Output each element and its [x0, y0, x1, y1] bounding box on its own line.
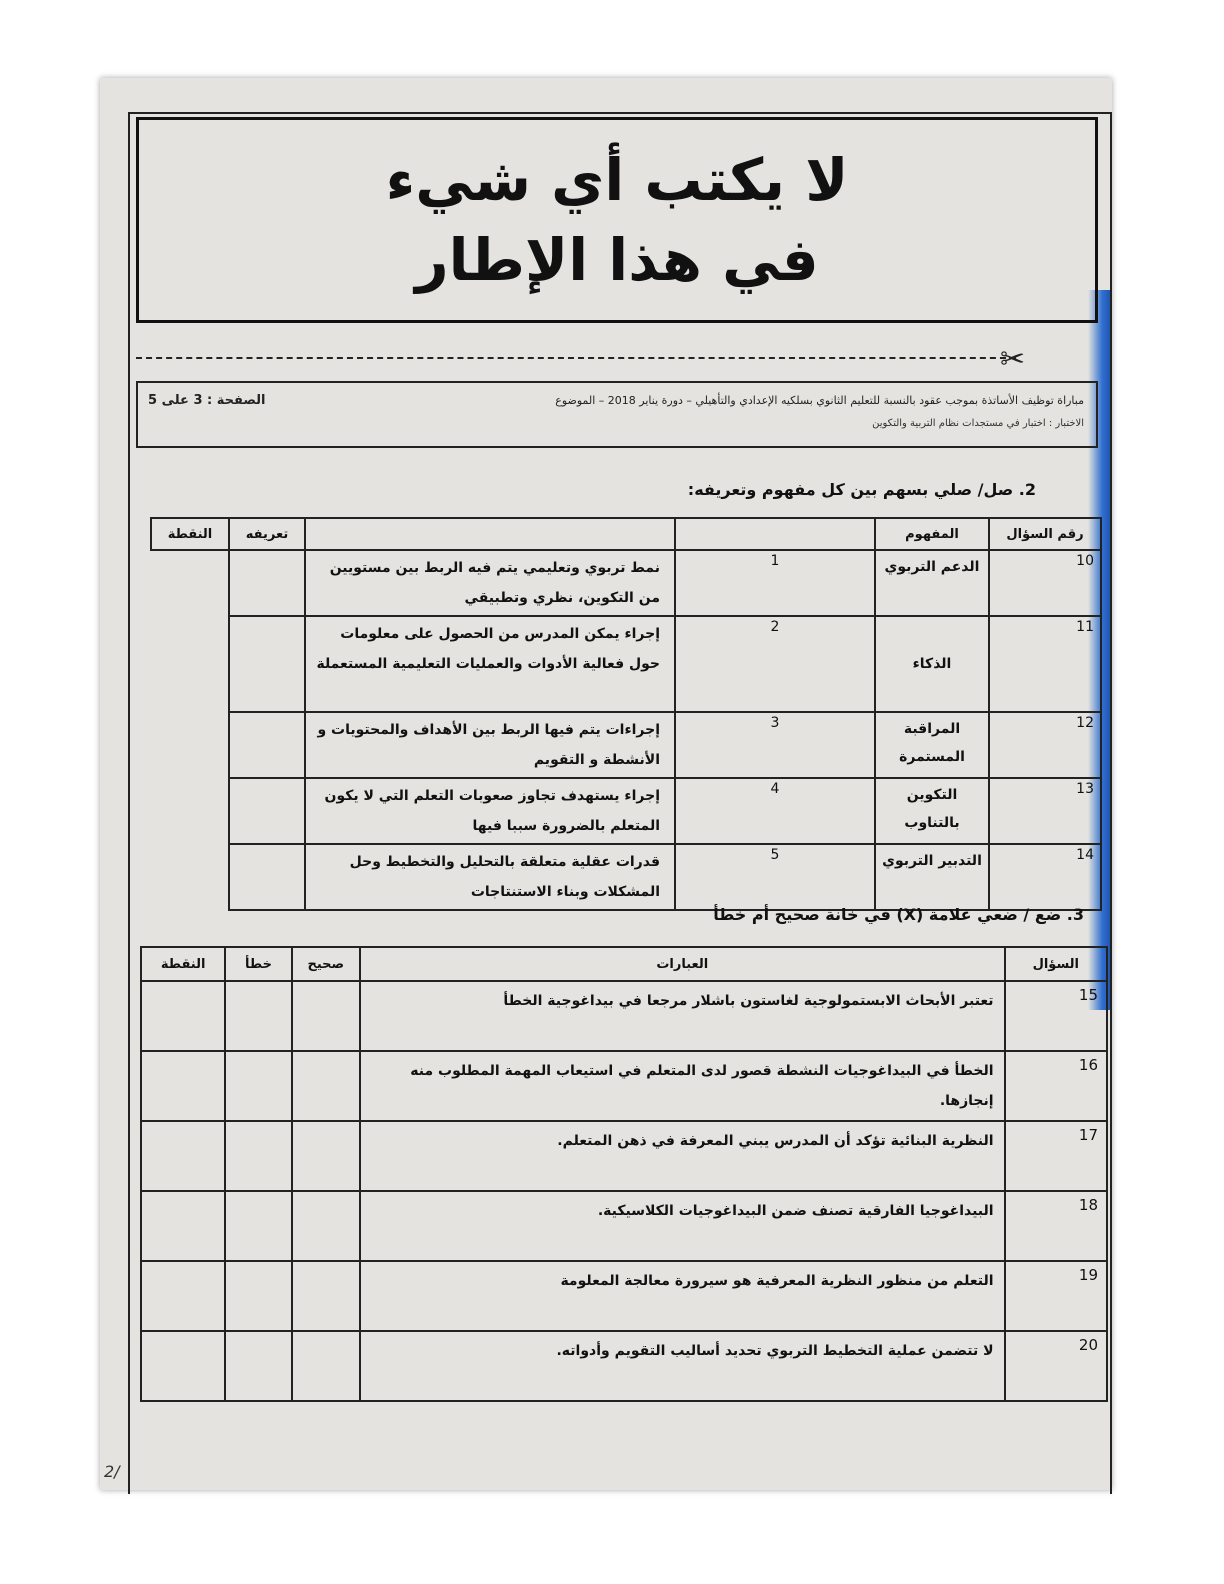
score-cell[interactable]	[229, 616, 305, 712]
definition: إجراء يستهدف تجاوز صعوبات التعلم التي لا يكون المتعلم بالضرورة سببا فيها	[305, 778, 675, 844]
score-cell[interactable]	[141, 981, 225, 1051]
col-score: النقطة	[141, 947, 225, 981]
score-cell[interactable]	[141, 1331, 225, 1401]
question-number: 13	[989, 778, 1101, 844]
definition-number: 2	[675, 616, 875, 712]
table-row	[151, 550, 1101, 616]
correct-checkbox[interactable]	[292, 981, 360, 1051]
question-number: 20	[1005, 1331, 1107, 1401]
definition: نمط تربوي وتعليمي يتم فيه الربط بين مستويين من التكوين، نظري وتطبيقي	[305, 550, 675, 616]
do-not-write-line1: لا يكتب أي شيء	[385, 146, 849, 214]
col-statements: العبارات	[360, 947, 1005, 981]
concept: التدبير التربوي	[875, 844, 989, 910]
correct-checkbox[interactable]	[292, 1331, 360, 1401]
scissors-icon: ✂	[1000, 342, 1026, 377]
table-row	[151, 844, 1101, 910]
score-cell[interactable]	[229, 778, 305, 844]
section2-title: 2. صل/ صلي بسهم بين كل مفهوم وتعريفه:	[687, 480, 1036, 499]
statement: النظرية البنائية تؤكد أن المدرس يبني المعرفة في ذهن المتعلم.	[360, 1121, 1005, 1191]
statement: البيداغوجيا الفارقية تصنف ضمن البيداغوجيات الكلاسيكية.	[360, 1191, 1005, 1261]
definition-number: 4	[675, 778, 875, 844]
correct-checkbox[interactable]	[292, 1051, 360, 1121]
wrong-checkbox[interactable]	[225, 981, 291, 1051]
score-cell[interactable]	[141, 1121, 225, 1191]
wrong-checkbox[interactable]	[225, 1261, 291, 1331]
col-concept: المفهوم	[875, 518, 989, 550]
question-number: 18	[1005, 1191, 1107, 1261]
statement: لا تتضمن عملية التخطيط التربوي تحديد أساليب التقويم وأدواته.	[360, 1331, 1005, 1401]
wrong-checkbox[interactable]	[225, 1191, 291, 1261]
matching-table	[150, 517, 1102, 911]
exam-header-box	[136, 381, 1098, 448]
score-cell[interactable]	[141, 1051, 225, 1121]
col-score: النقطة	[151, 518, 229, 550]
exam-subject: الاختبار : اختبار في مستجدات نظام التربية والتكوين	[872, 418, 1084, 429]
exam-title: مباراة توظيف الأساتذة بموجب عقود بالنسبة للتعليم الثانوي بسلكيه الإعدادي والتأهيلي – دورة يناير 2018 – الموضوع	[555, 394, 1084, 407]
definition: إجراء يمكن المدرس من الحصول على معلومات حول فعالية الأدوات والعمليات التعليمية المستعملة	[305, 616, 675, 712]
table-row	[141, 1191, 1107, 1261]
definition-number: 5	[675, 844, 875, 910]
wrong-checkbox[interactable]	[225, 1051, 291, 1121]
score-cell[interactable]	[229, 550, 305, 616]
table-row	[141, 981, 1107, 1051]
col-question: السؤال	[1005, 947, 1107, 981]
score-cell[interactable]	[229, 712, 305, 778]
table-row	[141, 1051, 1107, 1121]
table-row	[141, 1331, 1107, 1401]
question-number: 16	[1005, 1051, 1107, 1121]
concept: التكوين بالتناوب	[875, 778, 989, 844]
question-number: 14	[989, 844, 1101, 910]
question-number: 10	[989, 550, 1101, 616]
do-not-write-line2: في هذا الإطار	[415, 226, 819, 294]
definition-number: 3	[675, 712, 875, 778]
score-cell[interactable]	[229, 844, 305, 910]
correct-checkbox[interactable]	[292, 1121, 360, 1191]
col-wrong: خطأ	[225, 947, 291, 981]
statement: تعتبر الأبحاث الابستمولوجية لغاستون باشلار مرجعا في بيداغوجية الخطأ	[360, 981, 1005, 1051]
question-number: 11	[989, 616, 1101, 712]
concept: الدعم التربوي	[875, 550, 989, 616]
handwritten-mark: 2/	[104, 1462, 120, 1481]
correct-checkbox[interactable]	[292, 1191, 360, 1261]
question-number: 17	[1005, 1121, 1107, 1191]
definition-number: 1	[675, 550, 875, 616]
col-definition: تعريفه	[229, 518, 305, 550]
statement: الخطأ في البيداغوجيات النشطة قصور لدى المتعلم في استيعاب المهمة المطلوب منه إنجازها.	[360, 1051, 1005, 1121]
question-number: 15	[1005, 981, 1107, 1051]
table-row	[151, 712, 1101, 778]
score-cell[interactable]	[141, 1191, 225, 1261]
wrong-checkbox[interactable]	[225, 1331, 291, 1401]
table-row	[151, 778, 1101, 844]
table-row	[151, 616, 1101, 712]
concept: الذكاء	[875, 616, 989, 712]
score-cell[interactable]	[141, 1261, 225, 1331]
correct-checkbox[interactable]	[292, 1261, 360, 1331]
statement: التعلم من منظور النظرية المعرفية هو سيرورة معالجة المعلومة	[360, 1261, 1005, 1331]
true-false-table	[140, 946, 1108, 1402]
do-not-write-box	[136, 117, 1098, 323]
col-question-number: رقم السؤال	[989, 518, 1101, 550]
concept: المراقبة المستمرة	[875, 712, 989, 778]
arrow-drawing-area[interactable]	[675, 518, 875, 550]
page-number: الصفحة : 3 على 5	[148, 393, 266, 408]
col-def-number	[305, 518, 675, 550]
section3-title: 3. ضع / ضعي علامة (X) في خانة صحيح أم خطأ	[713, 905, 1084, 924]
table-row	[141, 1261, 1107, 1331]
table-row	[141, 1121, 1107, 1191]
cut-line	[136, 357, 1016, 359]
question-number: 12	[989, 712, 1101, 778]
definition: قدرات عقلية متعلقة بالتحليل والتخطيط وحل المشكلات وبناء الاستنتاجات	[305, 844, 675, 910]
definition: إجراءات يتم فيها الربط بين الأهداف والمحتويات و الأنشطة و التقويم	[305, 712, 675, 778]
question-number: 19	[1005, 1261, 1107, 1331]
col-correct: صحيح	[292, 947, 360, 981]
wrong-checkbox[interactable]	[225, 1121, 291, 1191]
